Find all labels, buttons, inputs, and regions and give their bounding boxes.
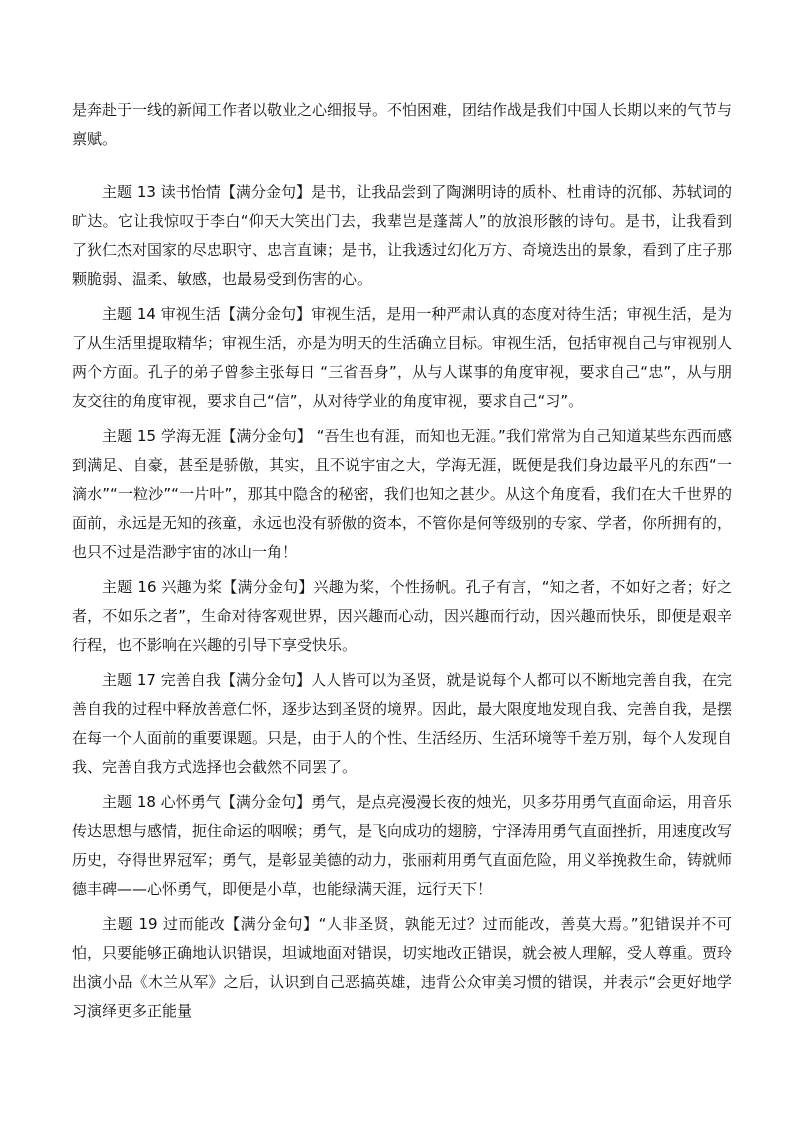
paragraph-theme-15: 主题 15 学海无涯【满分金句】 “吾生也有涯，而知也无涯。”我们常常为自己知道某些东西而感到满足、自豪，甚至是骄傲，其实，且不说宇宙之大，学海无涯，既便是我们身边最平凡的东西“一滴水”“一粒沙”“一片叶”，那其中隐含的秘密，我们也知之甚少。从这个角度看，我们在大千世界的面前，永远是无知的孩童，永远也没有骄傲的资本，不管你是何等级别的专家、学者，你所拥有的，也只不过是浩渺宇宙的冰山一角！: [72, 427, 733, 561]
paragraph-theme-17: 主题 17 完善自我【满分金句】人人皆可以为圣贤，就是说每个人都可以不断地完善自我，在完善自我的过程中释放善意仁怀，逐步达到圣贤的境界。因此，最大限度地发现自我、完善自我，是摆在每一个人面前的重要课题。只是，由于人的个性、生活经历、生活环境等千差万别，每个人发现自我、完善自我方式选择也会截然不同罢了。: [72, 671, 733, 776]
paragraph-theme-18: 主题 18 心怀勇气【满分金句】勇气，是点亮漫漫长夜的烛光，贝多芬用勇气直面命运，用音乐传达思想与感情，扼住命运的咽喉；勇气，是飞向成功的翅膀，宁泽涛用勇气直面挫折，用速度改写历史，夺得世界冠军；勇气，是彰显美德的动力，张丽莉用勇气直面危险，用义举挽救生命，铸就师德丰碑——心怀勇气，即便是小草，也能绿满天涯，远行天下！: [72, 793, 733, 898]
paragraph-theme-16: 主题 16 兴趣为桨【满分金句】兴趣为桨，个性扬帆。孔子有言，“知之者，不如好之者；好之者，不如乐之者”，生命对待客观世界，因兴趣而心动，因兴趣而行动，因兴趣而快乐，即便是艰辛行程，也不影响在兴趣的引导下享受快乐。: [72, 578, 732, 654]
paragraph-gap: [72, 154, 732, 178]
paragraph-continuation: 是奔赴于一线的新闻工作者以敬业之心细报导。不怕困难，团结作战是我们中国人长期以来的气节与禀赋。: [72, 101, 733, 148]
paragraph-theme-19: 主题 19 过而能改【满分金句】“人非圣贤，孰能无过？过而能改，善莫大焉。”犯错误并不可怕，只要能够正确地认识错误，坦诚地面对错误，切实地改正错误，就会被人理解，受人尊重。贾玲出演小品《木兰从军》之后，认识到自己恶搞英雄，违背公众审美习惯的错误，并表示“会更好地学习演绎更多正能量: [72, 915, 733, 1020]
document-body: [72, 96, 732, 1026]
paragraph-theme-13: 主题 13 读书怡情【满分金句】是书，让我品尝到了陶渊明诗的质朴、杜甫诗的沉郁、苏轼词的旷达。它让我惊叹于李白“仰天大笑出门去，我辈岂是蓬蒿人”的放浪形骸的诗句。是书，让我看到了狄仁杰对国家的尽忠职守、忠言直谏；是书，让我透过幻化万方、奇境迭出的景象，看到了庄子那颗脆弱、温柔、敏感，也最易受到伤害的心。: [72, 183, 733, 288]
paragraph-theme-14: 主题 14 审视生活【满分金句】审视生活，是用一种严肃认真的态度对待生活；审视生活，是为了从生活里提取精华；审视生活，亦是为明天的生活确立目标。审视生活，包括审视自己与审视别人两个方面。孔子的弟子曾参主张每日 “三省吾身”，从与人谋事的角度审视，要求自己“忠”，从与朋友交往的角度审视，要求自己“信”，从对待学业的角度审视，要求自己“习”。: [72, 305, 733, 410]
